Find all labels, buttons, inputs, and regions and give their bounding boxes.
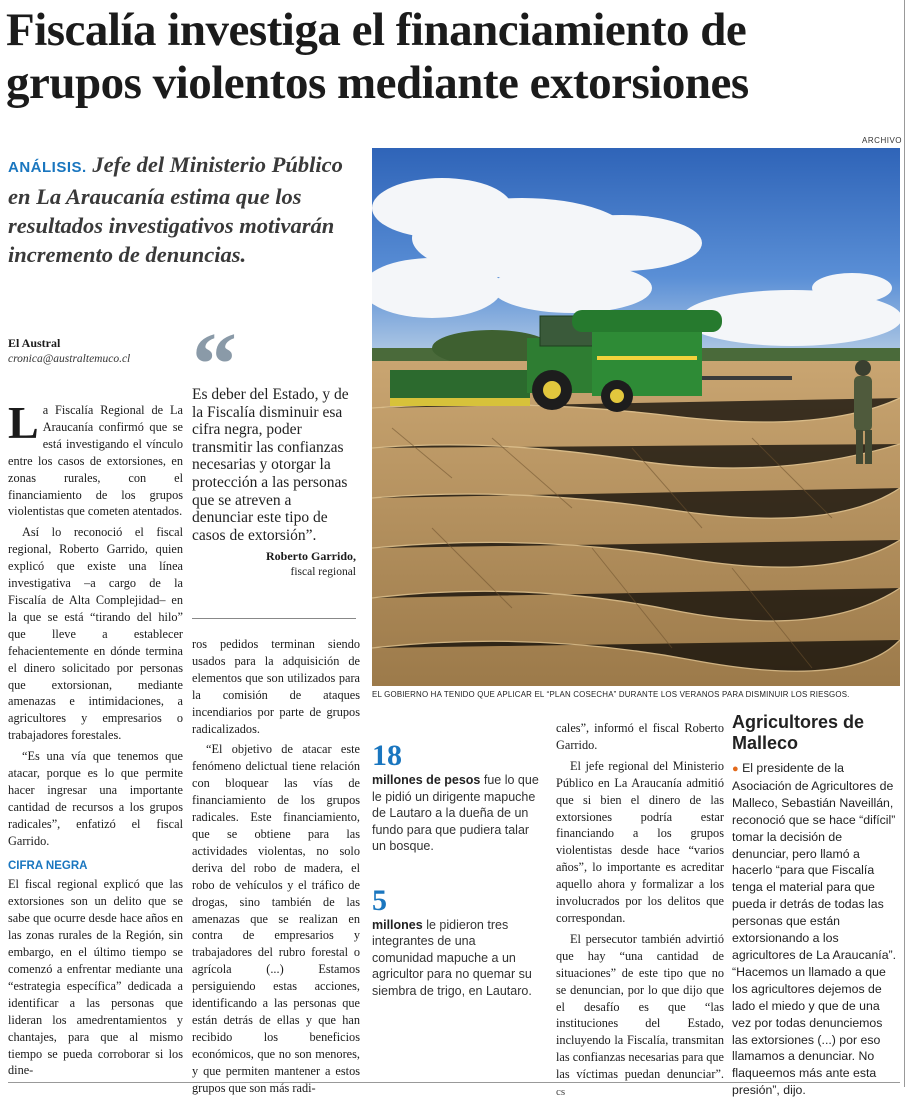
article-paragraph: “Es una vía que tenemos que atacar, porque es lo que permite hacer ingresar una importante cantidad de recursos a los grupos radicales”, enfatizó el fiscal Garrido. [8,749,183,848]
sidebar-text: ● El presidente de la Asociación de Agricultores de Malleco, Sebastián Naveillán, reconoció que se hace “difícil” tomar la decisión de denunciar, pero llamó a hacerlo “para que Fiscalía tenga el material para que pueda ir detrás de todas las personas que están extorsionando a los agricultores de La Araucanía”. “Hacemos un llamado a que los agricultores dejemos de lado el miedo y que de una vez por todas denunciemos las extorsiones (...) por eso llamamos a denunciar. No flaqueemos más ante esta presión”, dijo. [732,761,897,1098]
stats-box [372,740,540,1029]
article-paragraph: El persecutor también advirtió que hay “una cantidad de situaciones” de este tipo que no se denuncian, por lo que dijo que el desafío es que “las instituciones del Estado, incluyendo la Fiscalía, transmitan las confianzas necesarias para que las víctimas puedan denunciar”. cs [556,931,724,1099]
headline-line-2: grupos violentos mediante extorsiones [6,57,749,109]
stat-text: le pidieron tres integrantes de una comunidad mapuche a un agricultor para no quemar su siembra de trigo, en Lautaro. [372,917,532,998]
stat-text: fue lo que le pidió un dirigente mapuche de Lautaro a la dueña de un fundo para que pudiera talar un bosque. [372,773,539,853]
bullet-icon: ● [732,763,739,775]
harvest-photo [372,148,900,686]
article-column-4 [556,720,724,1105]
article-paragraph: “El objetivo de atacar este fenómeno delictual tiene relación con bloquear las vías de financiamiento de los grupos radicales. Este financiamiento, que se obtiene para las actividades violentas, no solo deriva del robo de madera, el robo de vehículos y el tráfico de drogas, sino también de las amenazas que se realizan en contra de empresarios y trabajadores del rubro forestal o agrícola (...) Estamos persiguiendo estas acciones, identificando a las personas que están detrás de ellas y que han recibido los beneficios económicos, que no son menores, y que permiten mantener a estos grupos que son más radi- [192,742,360,1095]
drop-cap: L [8,397,39,448]
headline [6,4,906,110]
article-paragraph: El fiscal regional explicó que las extorsiones son un delito que se sabe que ocurre desde hace años en las zonas rurales de la Región, sin embargo, en el último tiempo se comenzó a enfrentar mediante una “estrategia específica” dedicada a identificar a las personas que lideran los amedrentamientos y chantajes, para que al mismo tiempo se pueda corroborar si los dine- [8,877,183,1078]
photo-caption: EL GOBIERNO HA TENIDO QUE APLICAR EL “PLAN COSECHA” DURANTE LOS VERANOS PARA DISMINUIR LOS RIESGOS. [372,690,850,699]
section-subhead: CIFRA NEGRA [8,859,88,872]
stat-item [372,885,540,1000]
article-paragraph: La Fiscalía Regional de La Araucanía confirmó que se está investigando el vínculo entre los casos de extorsiones, en zonas rurales, con el financiamiento de los grupos violentistas que cometen atentados. [8,397,183,519]
stat-unit: millones [372,917,423,932]
article-paragraph: El jefe regional del Ministerio Público en La Araucanía admitió que si bien el dinero de las extorsiones podría estar financiando a los grupos violentistas desde hace “varios años”, lo importante es acreditar aquello ahora y formalizar a los involucrados por los delitos que correspondan. [556,758,724,925]
divider [904,0,905,1087]
article-column-2 [192,636,360,1100]
stat-item [372,740,540,855]
divider [8,1082,900,1083]
deck-kicker: ANÁLISIS. [8,159,87,176]
end-mark-icon: cs [556,1086,566,1099]
sidebar-box [732,712,900,1099]
divider [192,618,356,619]
article-paragraph: cales”, informó el fiscal Roberto Garrido. [556,721,724,752]
deck-text: Jefe del Ministerio Público en La Araucanía estima que los resultados investigativos motivarán incremento de denuncias. [8,152,343,267]
headline-line-1: Fiscalía investiga el financiamiento de [6,4,747,56]
quote-text: Es deber del Estado, y de la Fiscalía disminuir esa cifra negra, poder transmitir las confianzas necesarias y otorgar la protección a las personas que se atreven a denunciar este tipo de casos de extorsión”. [192,386,349,544]
quote-mark-icon: “ [192,315,237,414]
deck [8,150,363,269]
byline-email: cronica@australtemuco.cl [8,353,131,365]
photo-credit: ARCHIVO [862,136,902,145]
article-paragraph: Así lo reconoció el fiscal regional, Roberto Garrido, quien explicó que existe una línea investigativa –a cargo de la Fiscalía de Alta Complejidad– en la que se está “tirando del hilo” que lleve a establecer fehacientemente en dónde termina el dinero solicitado por personas que extorsionan, mediante amenazas e intimidaciones, a agricultores y empresarios o trabajadores forestales. [8,525,183,743]
article-paragraph: ros pedidos terminan siendo usados para la adquisición de elementos que son utilizados para la comisión de ataques incendiarios por parte de grupos radicalizados. [192,637,360,736]
pull-quote [192,315,356,579]
stat-number: 18 [372,739,402,772]
stat-number: 5 [372,883,387,917]
article-column-1 [8,397,183,1083]
quote-role: fiscal regional [290,566,356,579]
quote-author: Roberto Garrido, [266,549,356,564]
byline-author: El Austral [8,336,61,350]
sidebar-title: Agricultores de Malleco [732,712,865,753]
stat-unit: millones de pesos [372,773,481,787]
